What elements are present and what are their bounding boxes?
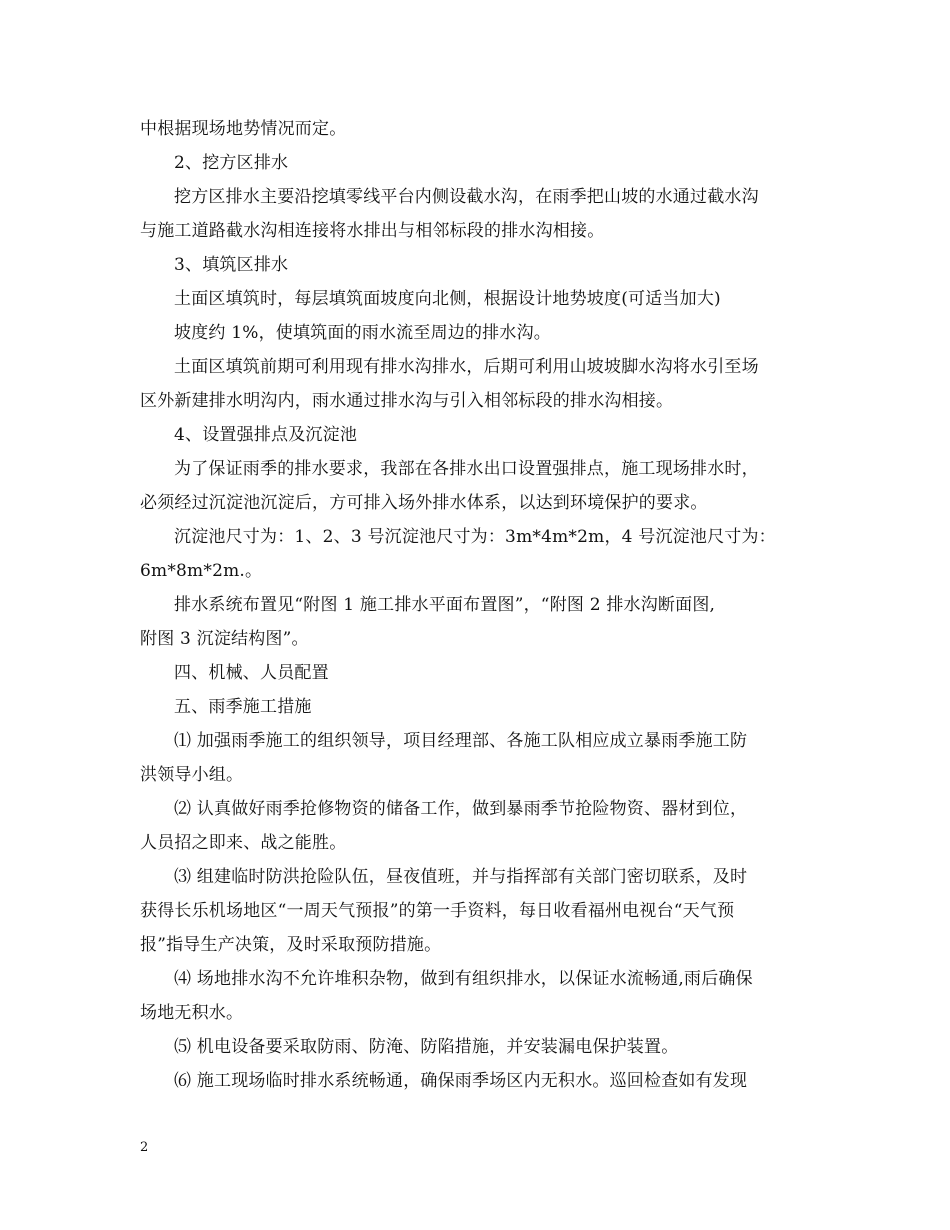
section-heading: 五、雨季施工措施 <box>174 697 312 717</box>
text-line: 土面区填筑前期可利用现有排水沟排水，后期可利用山坡坡脚水沟将水引至场 <box>174 357 759 377</box>
section-heading: 3、填筑区排水 <box>174 255 289 275</box>
text-line: 坡度约 1%，使填筑面的雨水流至周边的排水沟。 <box>174 323 551 343</box>
text-line: 场地无积水。 <box>140 1003 244 1023</box>
list-item: ⑵ 认真做好雨季抢修物资的储备工作，做到暴雨季节抢险物资、器材到位， <box>174 799 748 819</box>
text-line: 人员招之即来、战之能胜。 <box>140 833 347 853</box>
list-item: ⑷ 场地排水沟不允许堆积杂物，做到有组织排水，以保证水流畅通,雨后确保 <box>174 969 753 989</box>
list-item: ⑶ 组建临时防洪抢险队伍，昼夜值班，并与指挥部有关部门密切联系，及时 <box>174 867 748 887</box>
section-heading: 4、设置强排点及沉淀池 <box>174 425 358 445</box>
list-item: ⑹ 施工现场临时排水系统畅通，确保雨季场区内无积水。巡回检查如有发现 <box>174 1071 748 1091</box>
list-item: ⑸ 机电设备要采取防雨、防淹、防陷措施，并安装漏电保护装置。 <box>174 1037 679 1057</box>
text-line: 报”指导生产决策，及时采取预防措施。 <box>140 935 442 955</box>
text-line: 与施工道路截水沟相连接将水排出与相邻标段的排水沟相接。 <box>140 221 605 241</box>
page-number: 2 <box>140 1140 149 1155</box>
text-line: 洪领导小组。 <box>140 765 244 785</box>
text-line: 排水系统布置见“附图 1 施工排水平面布置图”，“附图 2 排水沟断面图, <box>174 595 716 615</box>
text-line: 区外新建排水明沟内，雨水通过排水沟与引入相邻标段的排水沟相接。 <box>140 391 674 411</box>
text-line: 中根据现场地势情况而定。 <box>140 119 347 139</box>
text-line: 挖方区排水主要沿挖填零线平台内侧设截水沟，在雨季把山坡的水通过截水沟 <box>174 187 759 207</box>
text-line: 获得长乐机场地区“一周天气预报”的第一手资料，每日收看福州电视台“天气预 <box>140 901 735 921</box>
text-line: 土面区填筑时，每层填筑面坡度向北侧，根据设计地势坡度(可适当加大) <box>174 289 721 309</box>
text-line: 沉淀池尺寸为：1、2、3 号沉淀池尺寸为：3m*4m*2m，4 号沉淀池尺寸为： <box>174 527 776 547</box>
section-heading: 四、机械、人员配置 <box>174 663 329 683</box>
text-line: 必须经过沉淀池沉淀后，方可排入场外排水体系，以达到环境保护的要求。 <box>140 493 708 513</box>
text-line: 6m*8m*2m.。 <box>140 561 263 581</box>
section-heading: 2、挖方区排水 <box>174 153 289 173</box>
text-line: 为了保证雨季的排水要求，我部在各排水出口设置强排点，施工现场排水时， <box>174 459 759 479</box>
text-line: 附图 3 沉淀结构图”。 <box>140 629 309 649</box>
list-item: ⑴ 加强雨季施工的组织领导，项目经理部、各施工队相应成立暴雨季施工防 <box>174 731 748 751</box>
